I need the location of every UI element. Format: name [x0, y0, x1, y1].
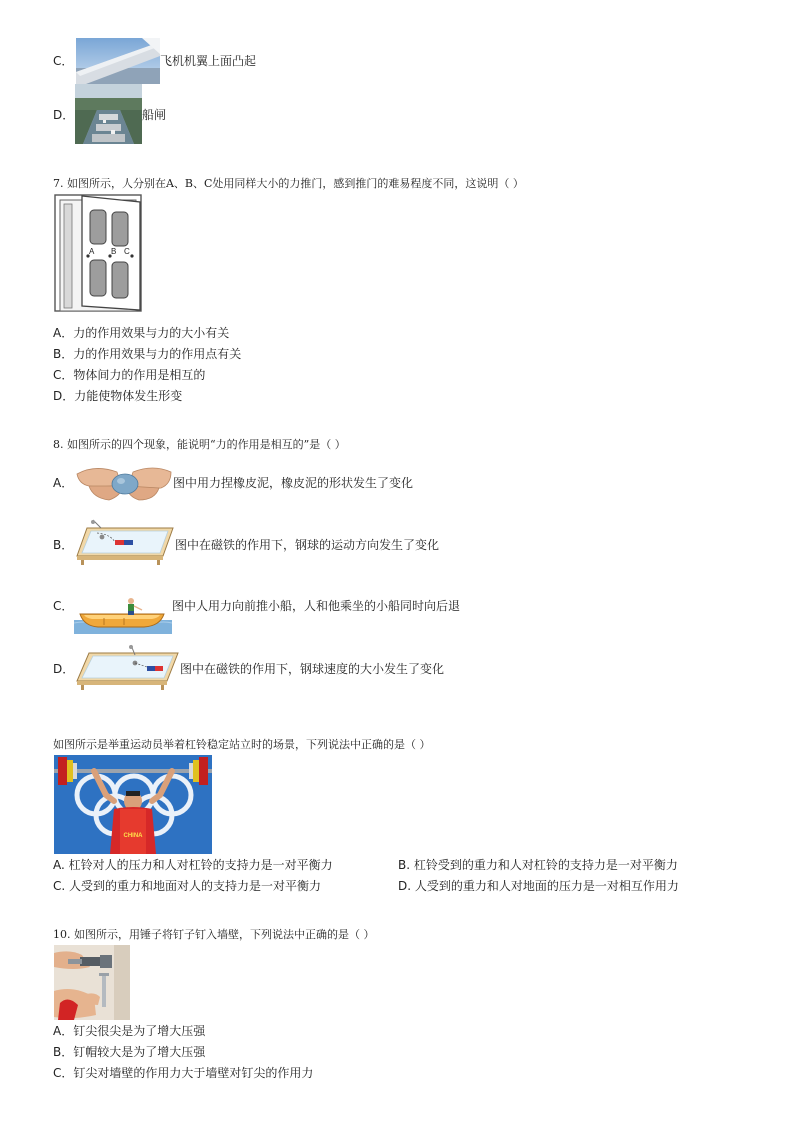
q7-stem: 7. 如图所示，人分别在A、B、C处用同样大小的力推门，感到推门的难易程度不同，这说明（ ） [53, 177, 524, 190]
q8-stem: 8. 如图所示的四个现象，能说明“力的作用是相互的”是（ ） [53, 438, 346, 451]
airplane-wing-image [76, 38, 160, 84]
q8-option-d-text: 图中在磁铁的作用下，钢球速度的大小发生了变化 [180, 662, 445, 676]
q8-option-d-letter: D． [53, 662, 75, 676]
magnet-ball-speed-tray-image [75, 643, 180, 691]
q7-option-b: B．力的作用效果与力的作用点有关 [53, 347, 242, 361]
magnet-steel-ball-tray-image [75, 518, 175, 566]
door-label-a: A [89, 247, 95, 256]
ship-lock-image [75, 84, 142, 144]
q6-option-c-text: 飞机机翼上面凸起 [160, 54, 257, 68]
q7-option-c: C．物体间力的作用是相互的 [53, 368, 206, 382]
q9-stem: 如图所示是举重运动员举着杠铃稳定站立时的场景，下列说法中正确的是（ ） [53, 738, 431, 751]
q10-option-c: C．钉尖对墙壁的作用力大于墙壁对钉尖的作用力 [53, 1066, 314, 1080]
hammer-nail-photo [54, 945, 130, 1020]
q6-option-d-letter: D． [53, 108, 75, 122]
shirt-text: CHINA [123, 833, 143, 839]
door-label-c: C [124, 247, 130, 256]
q10-option-a: A．钉尖很尖是为了增大压强 [53, 1024, 206, 1038]
q6-option-d-text: 船闸 [142, 108, 167, 122]
q8-option-c-text: 图中人用力向前推小船，人和他乘坐的小船同时向后退 [172, 599, 461, 613]
q8-option-a-text: 图中用力捏橡皮泥，橡皮泥的形状发生了变化 [173, 476, 414, 490]
q8-option-b-letter: B． [53, 538, 74, 552]
q9-option-d: D. 人受到的重力和人对地面的压力是一对相互作用力 [398, 879, 679, 893]
q8-option-c-letter: C． [53, 599, 74, 613]
q9-option-b: B. 杠铃受到的重力和人对杠铃的支持力是一对平衡力 [398, 858, 678, 872]
q10-stem: 10. 如图所示，用锤子将钉子钉入墙壁，下列说法中正确的是（ ） [53, 928, 375, 941]
q7-option-a: A．力的作用效果与力的大小有关 [53, 326, 230, 340]
q9-option-c: C. 人受到的重力和地面对人的支持力是一对平衡力 [53, 879, 322, 893]
person-pushing-boat-image [74, 596, 172, 634]
q8-option-a-letter: A． [53, 476, 74, 490]
weightlifter-photo [54, 755, 212, 854]
door-diagram [54, 194, 142, 312]
q8-option-b-text: 图中在磁铁的作用下，钢球的运动方向发生了变化 [175, 538, 440, 552]
door-label-b: B [111, 247, 117, 256]
q6-option-c-letter: C． [53, 54, 74, 68]
q7-option-d: D．力能使物体发生形变 [53, 389, 183, 403]
q9-option-a: A. 杠铃对人的压力和人对杠铃的支持力是一对平衡力 [53, 858, 333, 872]
q10-option-b: B．钉帽较大是为了增大压强 [53, 1045, 206, 1059]
squeezing-clay-image [75, 462, 173, 504]
